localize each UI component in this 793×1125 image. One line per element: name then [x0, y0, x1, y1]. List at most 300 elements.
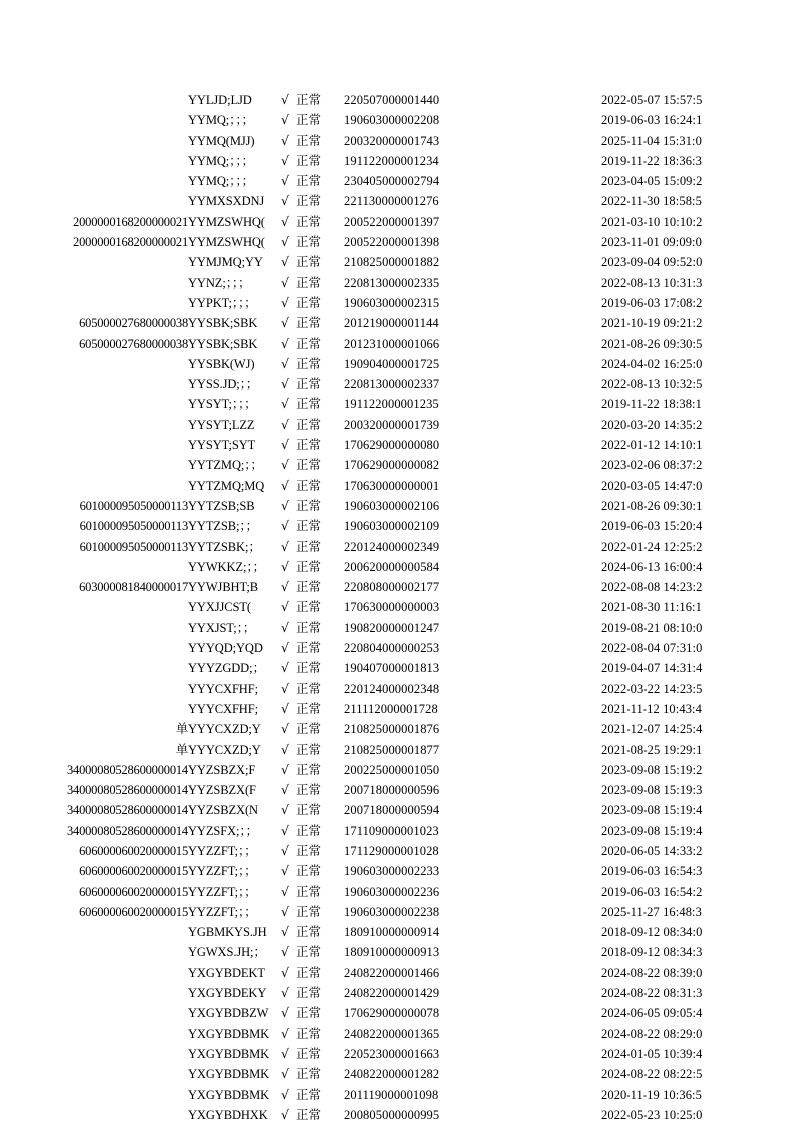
checkmark-icon: √ — [281, 944, 289, 960]
table-row — [0, 374, 793, 394]
records-table — [0, 90, 793, 1125]
status-badge: 正常 — [296, 884, 322, 899]
cell-number: 220507000001440 — [344, 93, 440, 107]
cell-number: 220804000000253 — [344, 641, 440, 656]
status-badge: 正常 — [296, 397, 322, 412]
cell-code — [0, 435, 188, 455]
cell-name: YYZSFX;；； — [188, 823, 258, 838]
cell-code — [0, 90, 188, 110]
status-badge: 正常 — [296, 701, 322, 716]
cell-name: YYMZSWHQ( — [188, 214, 265, 229]
cell-code: 34000080528600000014 — [66, 823, 188, 838]
table-row — [0, 577, 793, 597]
table-row — [0, 760, 793, 780]
cell-name: YYYCXZD;Y — [188, 722, 261, 737]
checkmark-icon: √ — [281, 640, 289, 656]
checkmark-icon: √ — [281, 234, 289, 250]
cell-number: 190407000001813 — [344, 661, 440, 676]
cell-spacer — [529, 90, 601, 110]
cell-code — [0, 1024, 188, 1044]
table-row — [0, 537, 793, 557]
cell-name: YYSYT;LZZ — [188, 417, 255, 432]
cell-name: YYLJD;LJD — [188, 93, 252, 107]
checkmark-icon: √ — [281, 335, 289, 351]
cell-name: YYSBK;SBK — [188, 336, 258, 351]
cell-spacer — [529, 597, 601, 617]
cell-code — [0, 394, 188, 414]
cell-spacer — [529, 942, 601, 962]
table-row — [0, 516, 793, 536]
checkmark-icon: √ — [281, 924, 289, 940]
cell-number: 240822000001282 — [344, 1067, 440, 1082]
cell-datetime: 2020-06-05 14:33:2 — [601, 843, 703, 858]
cell-spacer — [529, 191, 601, 211]
cell-spacer — [529, 841, 601, 861]
cell-datetime: 2019-06-03 16:24:1 — [601, 113, 703, 128]
cell-code — [0, 110, 188, 130]
cell-datetime: 2021-08-25 19:29:1 — [601, 742, 703, 757]
cell-name: YYYCXFHF; — [188, 681, 258, 696]
cell-spacer — [529, 171, 601, 191]
checkmark-icon: √ — [281, 761, 289, 777]
cell-datetime: 2020-03-20 14:35:2 — [601, 417, 703, 432]
cell-datetime: 2019-04-07 14:31:4 — [601, 661, 703, 676]
checkmark-icon: √ — [281, 213, 289, 229]
cell-code: 2000000168200000021 — [73, 235, 188, 250]
cell-datetime: 2022-08-08 14:23:2 — [601, 580, 703, 595]
cell-name: YYZZFT;；； — [188, 884, 257, 899]
cell-datetime: 2023-02-06 08:37:2 — [601, 458, 703, 473]
cell-datetime: 2021-08-30 11:16:1 — [601, 600, 702, 615]
status-badge: 正常 — [296, 803, 322, 818]
table-row — [0, 313, 793, 333]
checkmark-icon: √ — [281, 315, 289, 331]
table-row — [0, 476, 793, 496]
checkmark-icon: √ — [281, 1025, 289, 1041]
table-row — [0, 273, 793, 293]
status-badge: 正常 — [296, 1026, 322, 1041]
cell-datetime: 2019-06-03 16:54:3 — [601, 864, 703, 879]
cell-code — [0, 293, 188, 313]
table-row — [0, 983, 793, 1003]
cell-code — [0, 354, 188, 374]
cell-spacer — [529, 1024, 601, 1044]
status-badge: 正常 — [296, 661, 322, 676]
cell-number: 171109000001023 — [344, 823, 439, 838]
status-badge: 正常 — [296, 843, 322, 858]
table-row — [0, 597, 793, 617]
cell-code — [0, 1085, 188, 1105]
cell-name: YYMXSXDNJ — [188, 194, 265, 209]
cell-name: YYZSBZX(F — [188, 783, 256, 798]
status-badge: 正常 — [296, 478, 322, 493]
checkmark-icon: √ — [281, 355, 289, 371]
cell-spacer — [529, 516, 601, 536]
cell-datetime: 2023-04-05 15:09:2 — [601, 174, 703, 189]
status-badge: 正常 — [296, 235, 322, 250]
cell-spacer — [529, 618, 601, 638]
table-row — [0, 902, 793, 922]
checkmark-icon: √ — [281, 416, 289, 432]
table-row — [0, 191, 793, 211]
cell-code — [0, 963, 188, 983]
cell-datetime: 2020-11-19 10:36:5 — [601, 1087, 702, 1102]
cell-code — [0, 942, 188, 962]
cell-datetime: 2023-09-08 15:19:4 — [601, 823, 703, 838]
cell-code — [0, 131, 188, 151]
cell-datetime: 2021-03-10 10:10:2 — [601, 214, 703, 229]
checkmark-icon: √ — [281, 518, 289, 534]
cell-datetime: 2022-08-13 10:32:5 — [601, 377, 703, 392]
cell-spacer — [529, 435, 601, 455]
cell-name: YYPKT;；；； — [188, 295, 257, 310]
cell-datetime: 2024-08-22 08:31:3 — [601, 986, 703, 1001]
cell-spacer — [529, 313, 601, 333]
status-badge: 正常 — [296, 194, 322, 209]
cell-number: 240822000001466 — [344, 965, 440, 980]
cell-spacer — [529, 1085, 601, 1105]
checkmark-icon: √ — [281, 254, 289, 270]
cell-code: 605000027680000038 — [79, 336, 188, 351]
status-badge: 正常 — [296, 762, 322, 777]
cell-spacer — [529, 983, 601, 1003]
table-row — [0, 942, 793, 962]
table-row — [0, 293, 793, 313]
checkmark-icon: √ — [281, 294, 289, 310]
status-badge: 正常 — [296, 904, 322, 919]
cell-number: 190603000002106 — [344, 498, 440, 513]
cell-name: YYTZMQ;；； — [188, 458, 263, 473]
cell-name: YYTZSB;SB — [188, 498, 255, 513]
checkmark-icon: √ — [281, 863, 289, 879]
cell-name: YYMZSWHQ( — [188, 235, 265, 250]
checkmark-icon: √ — [281, 964, 289, 980]
cell-spacer — [529, 354, 601, 374]
status-badge: 正常 — [296, 133, 322, 148]
cell-code — [0, 597, 188, 617]
checkmark-icon: √ — [281, 112, 289, 128]
cell-code — [0, 618, 188, 638]
table-row — [0, 334, 793, 354]
cell-number: 210825000001876 — [344, 722, 440, 737]
status-badge: 正常 — [296, 174, 322, 189]
checkmark-icon: √ — [281, 842, 289, 858]
status-badge: 正常 — [296, 864, 322, 879]
status-badge: 正常 — [296, 275, 322, 290]
checkmark-icon: √ — [281, 396, 289, 412]
cell-spacer — [529, 334, 601, 354]
cell-spacer — [529, 922, 601, 942]
cell-number: 171129000001028 — [344, 843, 439, 858]
cell-datetime: 2019-06-03 17:08:2 — [601, 295, 703, 310]
cell-number: 170629000000082 — [344, 458, 440, 473]
cell-datetime: 2022-08-04 07:31:0 — [601, 641, 703, 656]
cell-spacer — [529, 658, 601, 678]
cell-number: 210825000001882 — [344, 255, 440, 270]
status-badge: 正常 — [296, 1006, 322, 1021]
cell-number: 220813000002337 — [344, 377, 440, 392]
checkmark-icon: √ — [281, 92, 289, 107]
cell-name: YXGYBDBMK — [188, 1026, 270, 1041]
cell-number: 191122000001235 — [344, 397, 439, 412]
cell-name: YYXJST;；； — [188, 620, 256, 635]
checkmark-icon: √ — [281, 660, 289, 676]
cell-number: 200522000001398 — [344, 235, 440, 250]
table-row — [0, 922, 793, 942]
checkmark-icon: √ — [281, 173, 289, 189]
status-badge: 正常 — [296, 417, 322, 432]
cell-name: YYZZFT;；； — [188, 843, 257, 858]
cell-name: YYYZGDD;； — [188, 661, 265, 676]
status-badge: 正常 — [296, 986, 322, 1001]
cell-number: 220808000002177 — [344, 580, 440, 595]
table-row — [0, 1003, 793, 1023]
table-row — [0, 740, 793, 760]
cell-spacer — [529, 151, 601, 171]
cell-name: YGWXS.JH;； — [188, 945, 266, 960]
cell-datetime: 2021-12-07 14:25:4 — [601, 722, 703, 737]
cell-spacer — [529, 780, 601, 800]
cell-name: YXGYBDBMK — [188, 1067, 270, 1082]
status-badge: 正常 — [296, 438, 322, 453]
cell-datetime: 2024-08-22 08:39:0 — [601, 965, 703, 980]
table-row — [0, 638, 793, 658]
cell-datetime: 2023-09-04 09:52:0 — [601, 255, 703, 270]
cell-code: 606000060020000015 — [79, 884, 188, 899]
cell-code — [0, 1064, 188, 1084]
cell-name: YYSBK;SBK — [188, 316, 258, 331]
table-row — [0, 151, 793, 171]
cell-name: YYSYT;；；； — [188, 397, 257, 412]
table-row — [0, 1064, 793, 1084]
cell-number: 211112000001728 — [344, 701, 438, 716]
cell-number: 180910000000913 — [344, 945, 440, 960]
checkmark-icon: √ — [281, 883, 289, 899]
cell-datetime: 2021-08-26 09:30:1 — [601, 498, 703, 513]
status-badge: 正常 — [296, 965, 322, 980]
cell-spacer — [529, 455, 601, 475]
cell-spacer — [529, 394, 601, 414]
cell-code — [0, 679, 188, 699]
cell-code — [0, 983, 188, 1003]
table-row — [0, 394, 793, 414]
table-row — [0, 882, 793, 902]
checkmark-icon: √ — [281, 903, 289, 919]
table-row — [0, 963, 793, 983]
status-badge: 正常 — [296, 1107, 322, 1122]
cell-number: 200620000000584 — [344, 559, 440, 574]
cell-datetime: 2024-06-13 16:00:4 — [601, 559, 703, 574]
table-row — [0, 232, 793, 252]
status-badge: 正常 — [296, 255, 322, 270]
cell-code — [0, 455, 188, 475]
cell-datetime: 2022-08-13 10:31:3 — [601, 275, 703, 290]
cell-number: 190603000002238 — [344, 904, 440, 919]
cell-spacer — [529, 882, 601, 902]
cell-name: YYMQ;；；； — [188, 153, 254, 168]
cell-code: 606000060020000015 — [79, 864, 188, 879]
status-badge: 正常 — [296, 641, 322, 656]
cell-name: YYZZFT;；； — [188, 864, 257, 879]
cell-number: 170630000000003 — [344, 600, 440, 615]
cell-datetime: 2025-11-04 15:31:0 — [601, 133, 702, 148]
cell-code: 605000027680000038 — [79, 316, 188, 331]
status-badge: 正常 — [296, 1087, 322, 1102]
cell-name: YYTZSBK;； — [188, 539, 261, 554]
cell-name: YXGYBDHXK — [188, 1107, 268, 1122]
cell-spacer — [529, 861, 601, 881]
status-badge: 正常 — [296, 722, 322, 737]
cell-spacer — [529, 110, 601, 130]
table-row — [0, 496, 793, 516]
cell-number: 201219000001144 — [344, 316, 439, 331]
status-badge: 正常 — [296, 580, 322, 595]
cell-spacer — [529, 496, 601, 516]
cell-name: YXGYBDBMK — [188, 1046, 270, 1061]
cell-code: 606000060020000015 — [79, 843, 188, 858]
cell-name: YYWKKZ;；； — [188, 559, 265, 574]
cell-datetime: 2021-10-19 09:21:2 — [601, 316, 703, 331]
checkmark-icon: √ — [281, 680, 289, 696]
cell-spacer — [529, 963, 601, 983]
table-row — [0, 435, 793, 455]
cell-name: YYMQ(MJJ) — [188, 133, 255, 148]
cell-code — [0, 191, 188, 211]
table-row — [0, 131, 793, 151]
cell-number: 190603000002315 — [344, 295, 440, 310]
cell-name: YYNZ;；；； — [188, 275, 251, 290]
cell-code: 2000000168200000021 — [73, 214, 188, 229]
table-row — [0, 719, 793, 739]
cell-name: YXGYBDBZW — [188, 1006, 269, 1021]
checkmark-icon: √ — [281, 193, 289, 209]
table-row — [0, 861, 793, 881]
cell-spacer — [529, 679, 601, 699]
cell-spacer — [529, 252, 601, 272]
status-badge: 正常 — [296, 356, 322, 371]
cell-name: YYMJMQ;YY — [188, 255, 263, 270]
cell-code: 34000080528600000014 — [66, 762, 188, 777]
cell-datetime: 2020-03-05 14:47:0 — [601, 478, 703, 493]
cell-number: 220124000002349 — [344, 539, 440, 554]
cell-spacer — [529, 719, 601, 739]
cell-datetime: 2024-08-22 08:29:0 — [601, 1026, 703, 1041]
cell-code — [0, 1003, 188, 1023]
cell-number: 230405000002794 — [344, 174, 440, 189]
cell-name: YXGYBDEKY — [188, 986, 267, 1001]
cell-spacer — [529, 638, 601, 658]
cell-spacer — [529, 800, 601, 820]
table-row — [0, 1024, 793, 1044]
cell-code — [0, 171, 188, 191]
cell-spacer — [529, 537, 601, 557]
cell-datetime: 2022-01-24 12:25:2 — [601, 539, 703, 554]
table-row — [0, 557, 793, 577]
cell-name: YYSYT;SYT — [188, 438, 256, 453]
checkmark-icon: √ — [281, 477, 289, 493]
cell-number: 190603000002208 — [344, 113, 440, 128]
status-badge: 正常 — [296, 336, 322, 351]
cell-spacer — [529, 415, 601, 435]
cell-name: YYMQ;；；； — [188, 174, 254, 189]
table-row — [0, 1085, 793, 1105]
table-row — [0, 618, 793, 638]
table-row — [0, 841, 793, 861]
cell-spacer — [529, 131, 601, 151]
cell-datetime: 2025-11-27 16:48:3 — [601, 904, 702, 919]
cell-number: 190904000001725 — [344, 356, 440, 371]
table-row — [0, 171, 793, 191]
status-badge: 正常 — [296, 519, 322, 534]
checkmark-icon: √ — [281, 802, 289, 818]
checkmark-icon: √ — [281, 152, 289, 168]
table-row — [0, 354, 793, 374]
cell-datetime: 2024-01-05 10:39:4 — [601, 1046, 703, 1061]
cell-spacer — [529, 821, 601, 841]
checkmark-icon: √ — [281, 721, 289, 737]
status-badge: 正常 — [296, 153, 322, 168]
checkmark-icon: √ — [281, 558, 289, 574]
status-badge: 正常 — [296, 316, 322, 331]
cell-code: 603000081840000017 — [79, 580, 188, 595]
checkmark-icon: √ — [281, 579, 289, 595]
cell-code — [0, 476, 188, 496]
cell-number: 200225000001050 — [344, 762, 440, 777]
cell-name: YYTZMQ;MQ — [188, 478, 265, 493]
cell-number: 220523000001663 — [344, 1046, 440, 1061]
cell-code: 606000060020000015 — [79, 904, 188, 919]
cell-number: 240822000001429 — [344, 986, 440, 1001]
table-row — [0, 780, 793, 800]
table-row — [0, 800, 793, 820]
cell-datetime: 2023-09-08 15:19:4 — [601, 803, 703, 818]
status-badge: 正常 — [296, 742, 322, 757]
checkmark-icon: √ — [281, 1066, 289, 1082]
status-badge: 正常 — [296, 559, 322, 574]
cell-datetime: 2024-08-22 08:22:5 — [601, 1067, 703, 1082]
checkmark-icon: √ — [281, 782, 289, 798]
checkmark-icon: √ — [281, 741, 289, 757]
checkmark-icon: √ — [281, 437, 289, 453]
status-badge: 正常 — [296, 539, 322, 554]
cell-datetime: 2019-11-22 18:36:3 — [601, 153, 702, 168]
cell-code — [0, 1044, 188, 1064]
cell-number: 201119000001098 — [344, 1087, 439, 1102]
cell-name: YYZZFT;；； — [188, 904, 257, 919]
cell-spacer — [529, 1003, 601, 1023]
status-badge: 正常 — [296, 113, 322, 128]
cell-datetime: 2022-11-30 18:58:5 — [601, 194, 702, 209]
cell-datetime: 2019-08-21 08:10:0 — [601, 620, 703, 635]
cell-code: 单 — [175, 742, 188, 757]
table-row — [0, 658, 793, 678]
cell-number: 210825000001877 — [344, 742, 440, 757]
cell-number: 190603000002109 — [344, 519, 440, 534]
checkmark-icon: √ — [281, 376, 289, 392]
cell-number: 190603000002236 — [344, 884, 440, 899]
table-row — [0, 821, 793, 841]
cell-name: YGBMKYS.JH — [188, 925, 267, 940]
cell-number: 221130000001276 — [344, 194, 439, 209]
checkmark-icon: √ — [281, 599, 289, 615]
cell-code: 601000095050000113 — [79, 498, 188, 513]
cell-spacer — [529, 212, 601, 232]
status-badge: 正常 — [296, 458, 322, 473]
cell-code — [0, 252, 188, 272]
cell-number: 191122000001234 — [344, 153, 439, 168]
cell-spacer — [529, 557, 601, 577]
table-row — [0, 415, 793, 435]
